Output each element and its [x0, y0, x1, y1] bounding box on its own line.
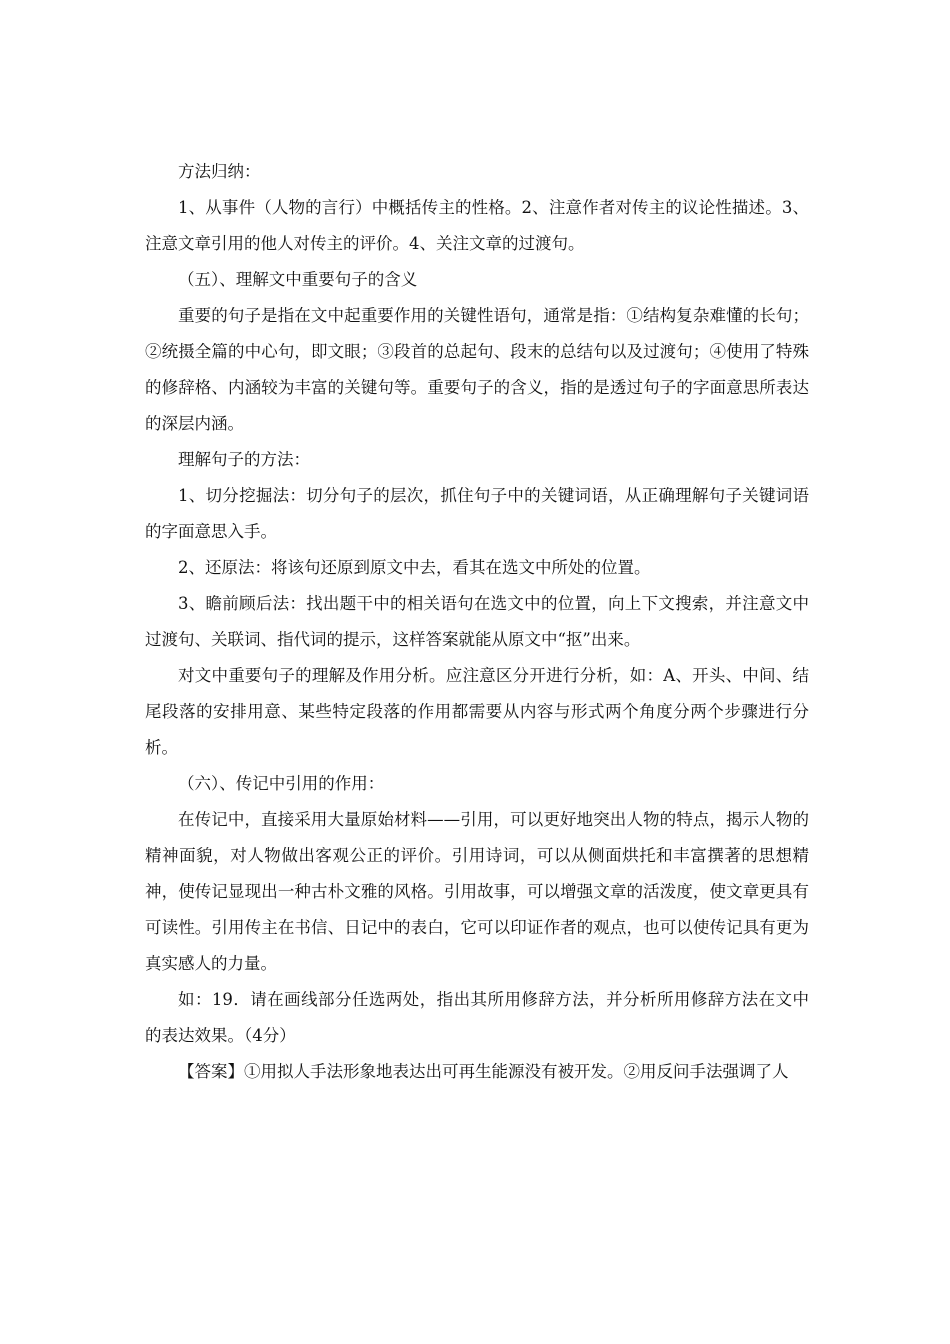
answer-text: ①用拟人手法形象地表达出可再生能源没有被开发。②用反问手法强调了人	[244, 1062, 789, 1081]
section5-method-2: 2、还原法：将该句还原到原文中去，看其在选文中所处的位置。	[178, 558, 651, 577]
section6-text: 在传记中，直接采用大量原始材料——引用，可以更好地突出人物的特点，揭示人物的精神面貌，对人物做出客观公正的评价。引用诗词，可以从侧面烘托和丰富撰著的思想精神，使传记显现出一种古朴文雅的风格。引用故事，可以增强文章的活泼度，使文章更具有可读性。引用传主在书信、日记中的表白，它可以印证作者的观点，也可以使传记具有更为真实感人的力量。	[145, 810, 809, 973]
section5-methods-title: 理解句子的方法：	[178, 450, 310, 469]
section5-definition: 重要的句子是指在文中起重要作用的关键性语句，通常是指：①结构复杂难懂的长句；②统摄全篇的中心句，即文眼；③段首的总起句、段末的总结句以及过渡句；④使用了特殊的修辞格、内涵较为丰富的关键句等。重要句子的含义，指的是透过句子的字面意思所表达的深层内涵。	[145, 306, 809, 433]
document-body	[145, 154, 809, 1090]
section5-method-1: 1、切分挖掘法：切分句子的层次，抓住句子中的关键词语，从正确理解句子关键词语的字面意思入手。	[145, 486, 809, 541]
section5-method-3: 3、瞻前顾后法：找出题干中的相关语句在选文中的位置，向上下文搜索，并注意文中过渡句、关联词、指代词的提示，这样答案就能从原文中“抠”出来。	[145, 594, 809, 649]
method-summary-text: 1、从事件（人物的言行）中概括传主的性格。2、注意作者对传主的议论性描述。3、注意文章引用的他人对传主的评价。4、关注文章的过渡句。	[145, 198, 809, 253]
method-summary-title: 方法归纳：	[178, 162, 261, 181]
answer-paragraph	[145, 1054, 809, 1090]
answer-label: 【答案】	[178, 1062, 244, 1081]
section5-heading: （五）、理解文中重要句子的含义	[178, 270, 418, 289]
section5-analysis: 对文中重要句子的理解及作用分析。应注意区分开进行分析，如：A、开头、中间、结尾段落的安排用意、某些特定段落的作用都需要从内容与形式两个角度分两个步骤进行分析。	[145, 666, 809, 757]
section6-example: 如：19．请在画线部分任选两处，指出其所用修辞方法，并分析所用修辞方法在文中的表达效果。（4分）	[145, 990, 809, 1045]
section6-heading: （六）、传记中引用的作用：	[178, 774, 385, 793]
